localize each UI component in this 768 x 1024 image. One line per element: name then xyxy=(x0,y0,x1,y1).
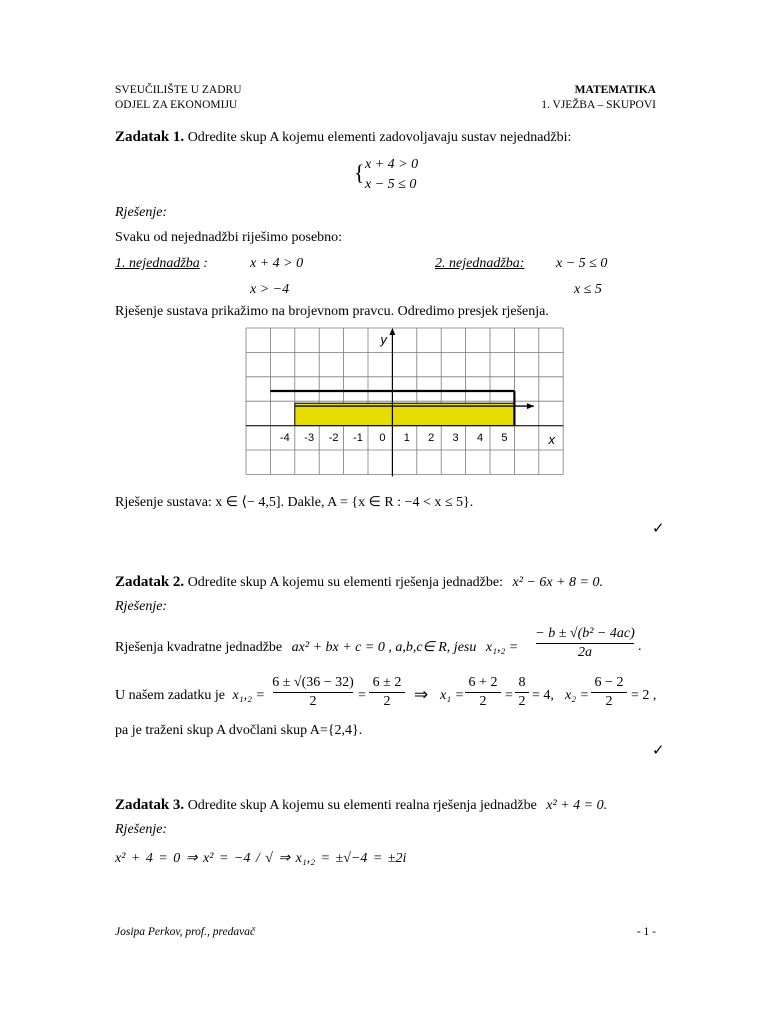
frac-f4 xyxy=(514,674,530,711)
f4-numerator: 8 xyxy=(518,675,526,690)
f2-denominator: 2 xyxy=(383,694,391,709)
task1-title: Zadatak 1. xyxy=(115,129,185,145)
task3-work: x² + 4 = 0 ⇒ x² = −4 / √ ⇒ x₁,₂ = ±√−4 = ±2i xyxy=(115,851,407,866)
f2-numerator: 6 ± 2 xyxy=(372,675,402,690)
quadratic-formula xyxy=(535,625,635,662)
our-x12: x₁,₂ = xyxy=(232,688,265,703)
ineq2-label: 2. nejednadžba: xyxy=(435,256,525,271)
x2-label: x₂ = xyxy=(565,688,590,703)
task3-heading xyxy=(115,797,607,814)
f5-numerator: 6 − 2 xyxy=(594,675,624,690)
footer-author: Josipa Perkov, prof., predavač xyxy=(115,926,256,938)
tick-label: 3 xyxy=(452,431,459,444)
task2-conclusion: pa je traženi skup A dvočlani skup A={2,4}. xyxy=(115,723,363,738)
header-university: SVEUČILIŠTE U ZADRU xyxy=(115,84,242,96)
our-text: U našem zadatku je xyxy=(115,688,226,703)
implies-arrow: ⇒ xyxy=(414,685,429,704)
tick-label: 1 xyxy=(403,431,410,444)
quadratic-denominator: 2a xyxy=(578,645,592,660)
graph-grid xyxy=(246,328,563,474)
task2-heading xyxy=(115,574,603,591)
ineq1-label-wrap xyxy=(115,256,208,272)
ineq1-colon: : xyxy=(203,256,208,271)
tick-label: -4 xyxy=(279,431,290,444)
equals-1: = xyxy=(358,688,366,703)
tick-label: 2 xyxy=(428,431,435,444)
frac-f2 xyxy=(368,674,406,711)
task1-text: Odredite skup A kojemu elementi zadovoljavaju sustav nejednadžbi: xyxy=(187,130,572,145)
x1-value: = 4, xyxy=(532,688,554,703)
our-task-line xyxy=(115,688,265,704)
general-formula-line xyxy=(115,639,518,656)
tick-label: -3 xyxy=(304,431,315,444)
f3-numerator: 6 + 2 xyxy=(468,675,498,690)
f1-numerator: 6 ± √(36 − 32) xyxy=(272,675,354,690)
ineq1-a: x + 4 > 0 xyxy=(250,256,304,271)
formula-period: . xyxy=(638,639,642,654)
task3-title: Zadatak 3. xyxy=(115,797,185,813)
x-axis-label: x xyxy=(548,431,556,447)
header-subject: MATEMATIKA xyxy=(574,84,656,96)
tick-label: -2 xyxy=(328,431,339,444)
x1-label: x₁ = xyxy=(440,688,465,703)
number-line-graph xyxy=(245,327,567,483)
task3-solution-label: Rješenje: xyxy=(115,822,168,837)
frac-f1 xyxy=(272,674,354,711)
task1-line2: Rješenje sustava prikažimo na brojevnom pravcu. Odredimo presjek rješenja. xyxy=(115,304,549,319)
ineq1-label: 1. nejednadžba xyxy=(115,256,200,271)
graph-axes xyxy=(246,328,563,476)
task2-check-icon: ✓ xyxy=(652,741,665,759)
task2-solution-label: Rješenje: xyxy=(115,599,168,614)
tick-label: -1 xyxy=(353,431,363,444)
graph-tick-labels xyxy=(280,432,508,444)
tick-label: 0 xyxy=(379,431,386,444)
task2-title: Zadatak 2. xyxy=(115,574,185,590)
general-equation: ax² + bx + c = 0 , a,b,c∈ R, jesu xyxy=(291,640,477,655)
general-x12: x₁,₂ = xyxy=(485,640,519,655)
system-eq-1: x + 4 > 0 xyxy=(365,157,419,172)
f1-denominator: 2 xyxy=(309,694,317,709)
task2-text: Odredite skup A kojemu su elementi rješenja jednadžbe: xyxy=(187,575,503,590)
f5-denominator: 2 xyxy=(605,694,613,709)
task1-result: Rješenje sustava: x ∈ ⟨− 4,5]. Dakle, A = {x ∈ R : −4 < x ≤ 5}. xyxy=(115,495,474,510)
system-brace: { xyxy=(354,160,365,185)
general-text: Rješenja kvadratne jednadžbe xyxy=(115,640,283,655)
frac-f5 xyxy=(590,674,628,711)
task2-equation: x² − 6x + 8 = 0. xyxy=(512,575,603,590)
x2-value: = 2 , xyxy=(631,688,657,703)
task1-solution-label: Rješenje: xyxy=(115,205,168,220)
header-department: ODJEL ZA EKONOMIJU xyxy=(115,99,238,111)
equals-2: = xyxy=(505,688,513,703)
task3-text: Odredite skup A kojemu su elementi realna rješenja jednadžbe xyxy=(187,798,537,813)
header-exercise: 1. VJEŽBA – SKUPOVI xyxy=(541,99,656,111)
f4-denominator: 2 xyxy=(518,694,526,709)
task1-line1: Svaku od nejednadžbi riješimo posebno: xyxy=(115,230,343,245)
tick-label: 5 xyxy=(501,431,508,444)
tick-label: 4 xyxy=(476,431,484,444)
task1-check-icon: ✓ xyxy=(652,519,665,537)
system-eq-2: x − 5 ≤ 0 xyxy=(365,177,417,192)
quadratic-numerator: − b ± √(b² − 4ac) xyxy=(535,626,635,641)
footer-page-number: - 1 - xyxy=(636,926,656,938)
ineq1-b: x > −4 xyxy=(250,282,290,297)
y-axis-label: y xyxy=(380,332,387,347)
frac-f3 xyxy=(464,674,502,711)
f3-denominator: 2 xyxy=(479,694,487,709)
ineq2-b: x ≤ 5 xyxy=(574,282,602,297)
task1-heading xyxy=(115,129,571,146)
task3-equation: x² + 4 = 0. xyxy=(546,798,608,813)
ineq2-a: x − 5 ≤ 0 xyxy=(556,256,608,271)
